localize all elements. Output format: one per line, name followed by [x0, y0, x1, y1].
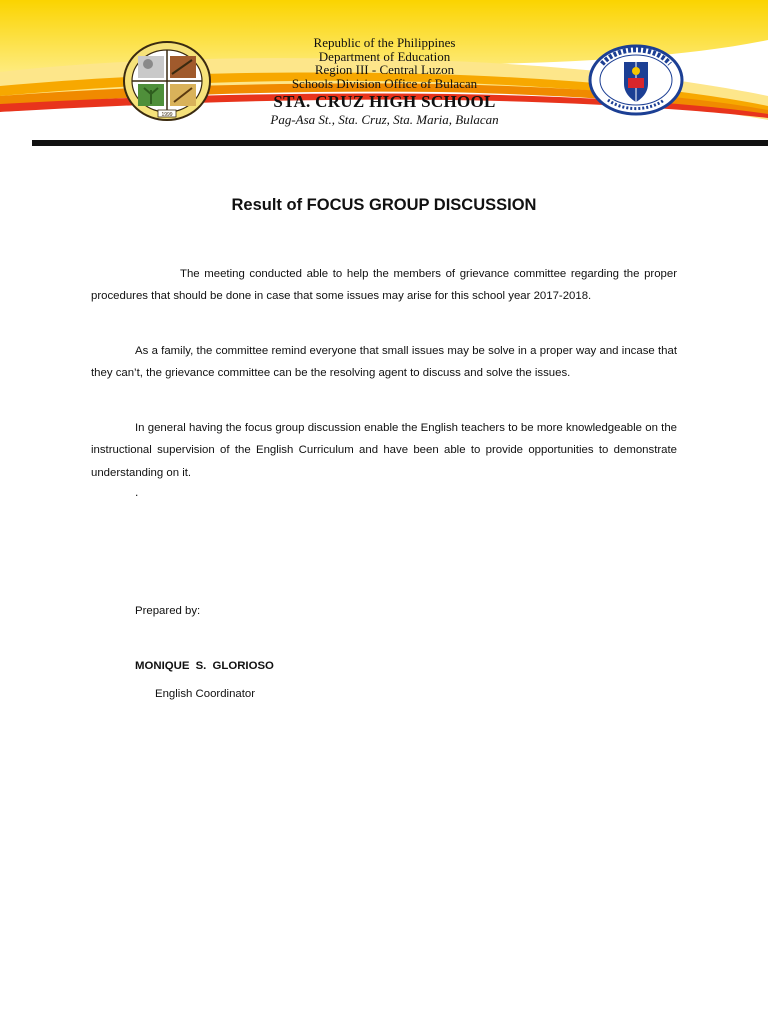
header-department: Department of Education	[318, 48, 451, 64]
header-division: Schools Division Office of Bulacan	[291, 75, 478, 91]
prepared-by-label: Prepared by:	[135, 605, 201, 617]
signatory-name: MONIQUE S. GLORIOSO	[135, 660, 274, 672]
deped-seal-icon	[588, 44, 684, 116]
school-name: STA. CRUZ HIGH SCHOOL	[273, 92, 496, 111]
paragraph-1: The meeting conducted able to help the members of grievance committee regarding the proper procedures that should be done in case that some issues may arise for this school year 2017-2018.	[91, 268, 677, 303]
svg-text:1999: 1999	[161, 112, 173, 118]
paragraph-3: In general having the focus group discussion enable the English teachers to be more knowledgeable on the instructional supervision of the English Curriculum and have been able to provide opportunities to demonstrate understanding on it.	[91, 422, 677, 479]
paragraph-2: As a family, the committee remind everyone that small issues may be solve in a proper way and incase that they can’t, the grievance committee can be the resolving agent to discuss and solve the issues.	[91, 345, 677, 380]
document-title: Result of FOCUS GROUP DISCUSSION	[231, 196, 537, 214]
stray-period: .	[135, 485, 139, 499]
header-republic: Republic of the Philippines	[313, 35, 456, 50]
header-region: Region III - Central Luzon	[314, 62, 455, 77]
header-divider-bar	[32, 140, 768, 146]
letterhead	[0, 0, 768, 150]
letterhead-text	[232, 36, 537, 127]
signatory-role: English Coordinator	[155, 688, 256, 700]
school-seal-icon	[122, 40, 212, 122]
school-address: Pag-Asa St., Sta. Cruz, Sta. Maria, Bulacan	[270, 112, 499, 127]
